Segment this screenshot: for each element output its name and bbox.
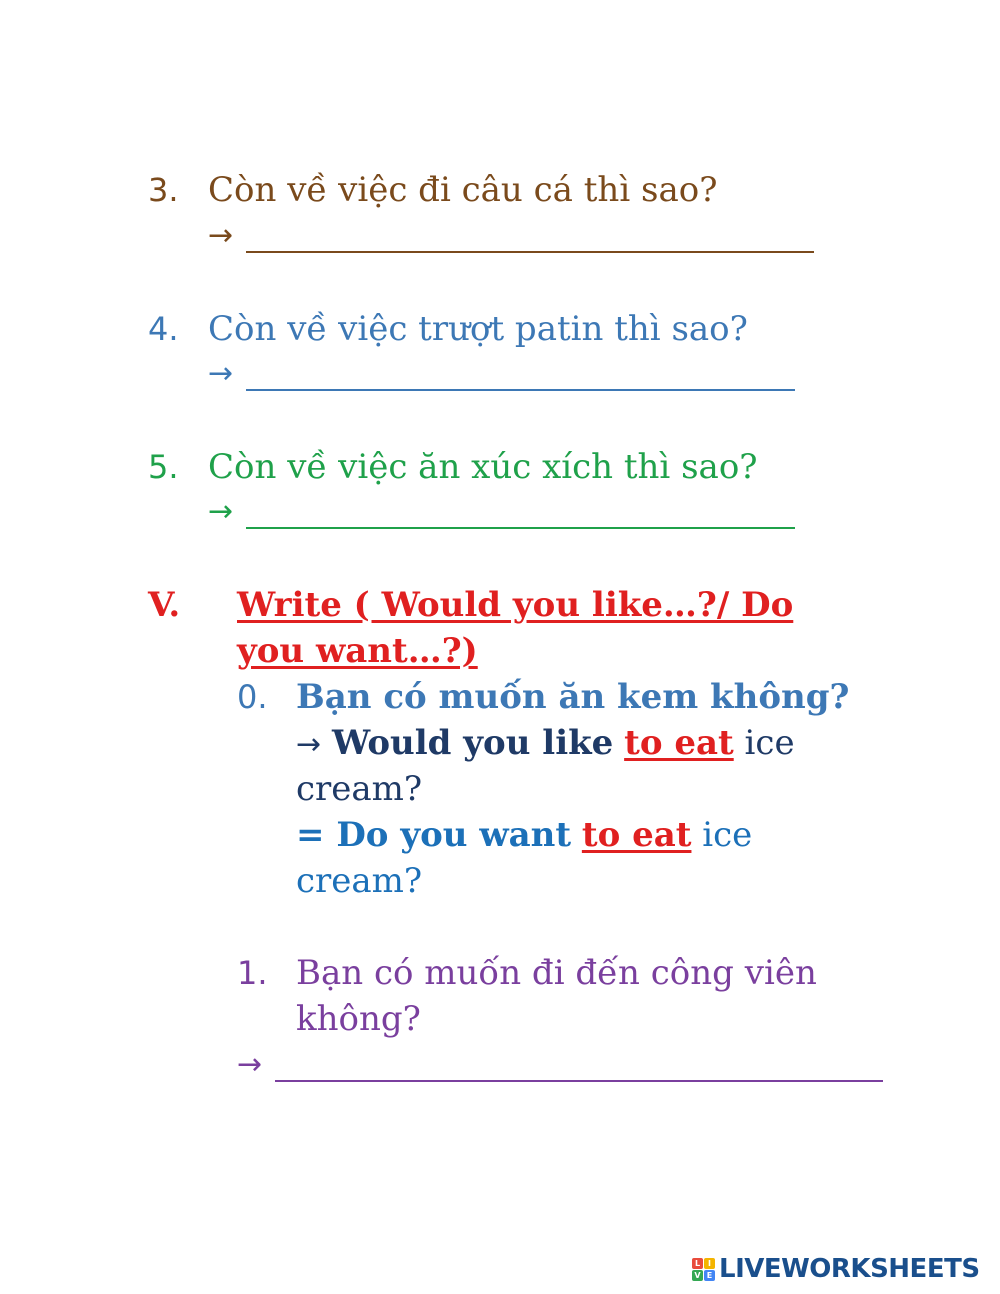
question-5-number: 5. xyxy=(148,448,179,486)
arrow-right-icon: → xyxy=(208,494,234,529)
answer2-underlined: to eat xyxy=(581,815,692,855)
logo-text: LIVEWORKSHEETS xyxy=(719,1254,980,1284)
item-1-line2: không? xyxy=(296,999,421,1039)
answer-blank-4[interactable] xyxy=(246,389,795,391)
answer1-line2: cream? xyxy=(296,769,423,809)
example-answer2 xyxy=(296,815,752,855)
answer1-bold: Would you like xyxy=(331,723,614,763)
logo-tile: V xyxy=(692,1270,703,1281)
question-3-number: 3. xyxy=(148,171,179,209)
question-4-number: 4. xyxy=(148,310,179,348)
question-4-text: Còn về việc trượt patin thì sao? xyxy=(208,309,748,349)
answer-blank-5[interactable] xyxy=(246,527,795,529)
arrow-right-icon: → xyxy=(237,1047,263,1082)
arrow-right-icon: → xyxy=(208,356,234,391)
answer2-line2: cream? xyxy=(296,861,423,901)
answer1-rest: ice xyxy=(744,723,795,763)
answer2-rest: ice xyxy=(702,815,753,855)
item-1-number: 1. xyxy=(237,954,268,992)
section-v-numeral: V. xyxy=(148,585,181,625)
question-5-text: Còn về việc ăn xúc xích thì sao? xyxy=(208,447,758,487)
section-v-title-line1: Write ( Would you like…?/ Do xyxy=(237,585,794,625)
answer2-bold: = Do you want xyxy=(296,815,572,855)
example-question: Bạn có muốn ăn kem không? xyxy=(296,677,850,717)
arrow-right-icon: → xyxy=(208,218,234,253)
arrow-right-icon: → xyxy=(296,727,322,762)
example-answer1 xyxy=(296,723,795,765)
liveworksheets-logo xyxy=(692,1253,980,1285)
logo-tiles-icon xyxy=(692,1258,715,1281)
logo-tile: L xyxy=(692,1258,703,1269)
logo-tile: I xyxy=(704,1258,715,1269)
question-3-text: Còn về việc đi câu cá thì sao? xyxy=(208,170,718,210)
example-number: 0. xyxy=(237,678,268,716)
section-v-title-line2: you want…?) xyxy=(237,631,478,671)
logo-tile: E xyxy=(704,1270,715,1281)
item-1-line1: Bạn có muốn đi đến công viên xyxy=(296,953,817,993)
answer-blank-3[interactable] xyxy=(246,251,814,253)
answer-blank-item1[interactable] xyxy=(275,1080,883,1082)
answer1-underlined: to eat xyxy=(624,723,734,763)
